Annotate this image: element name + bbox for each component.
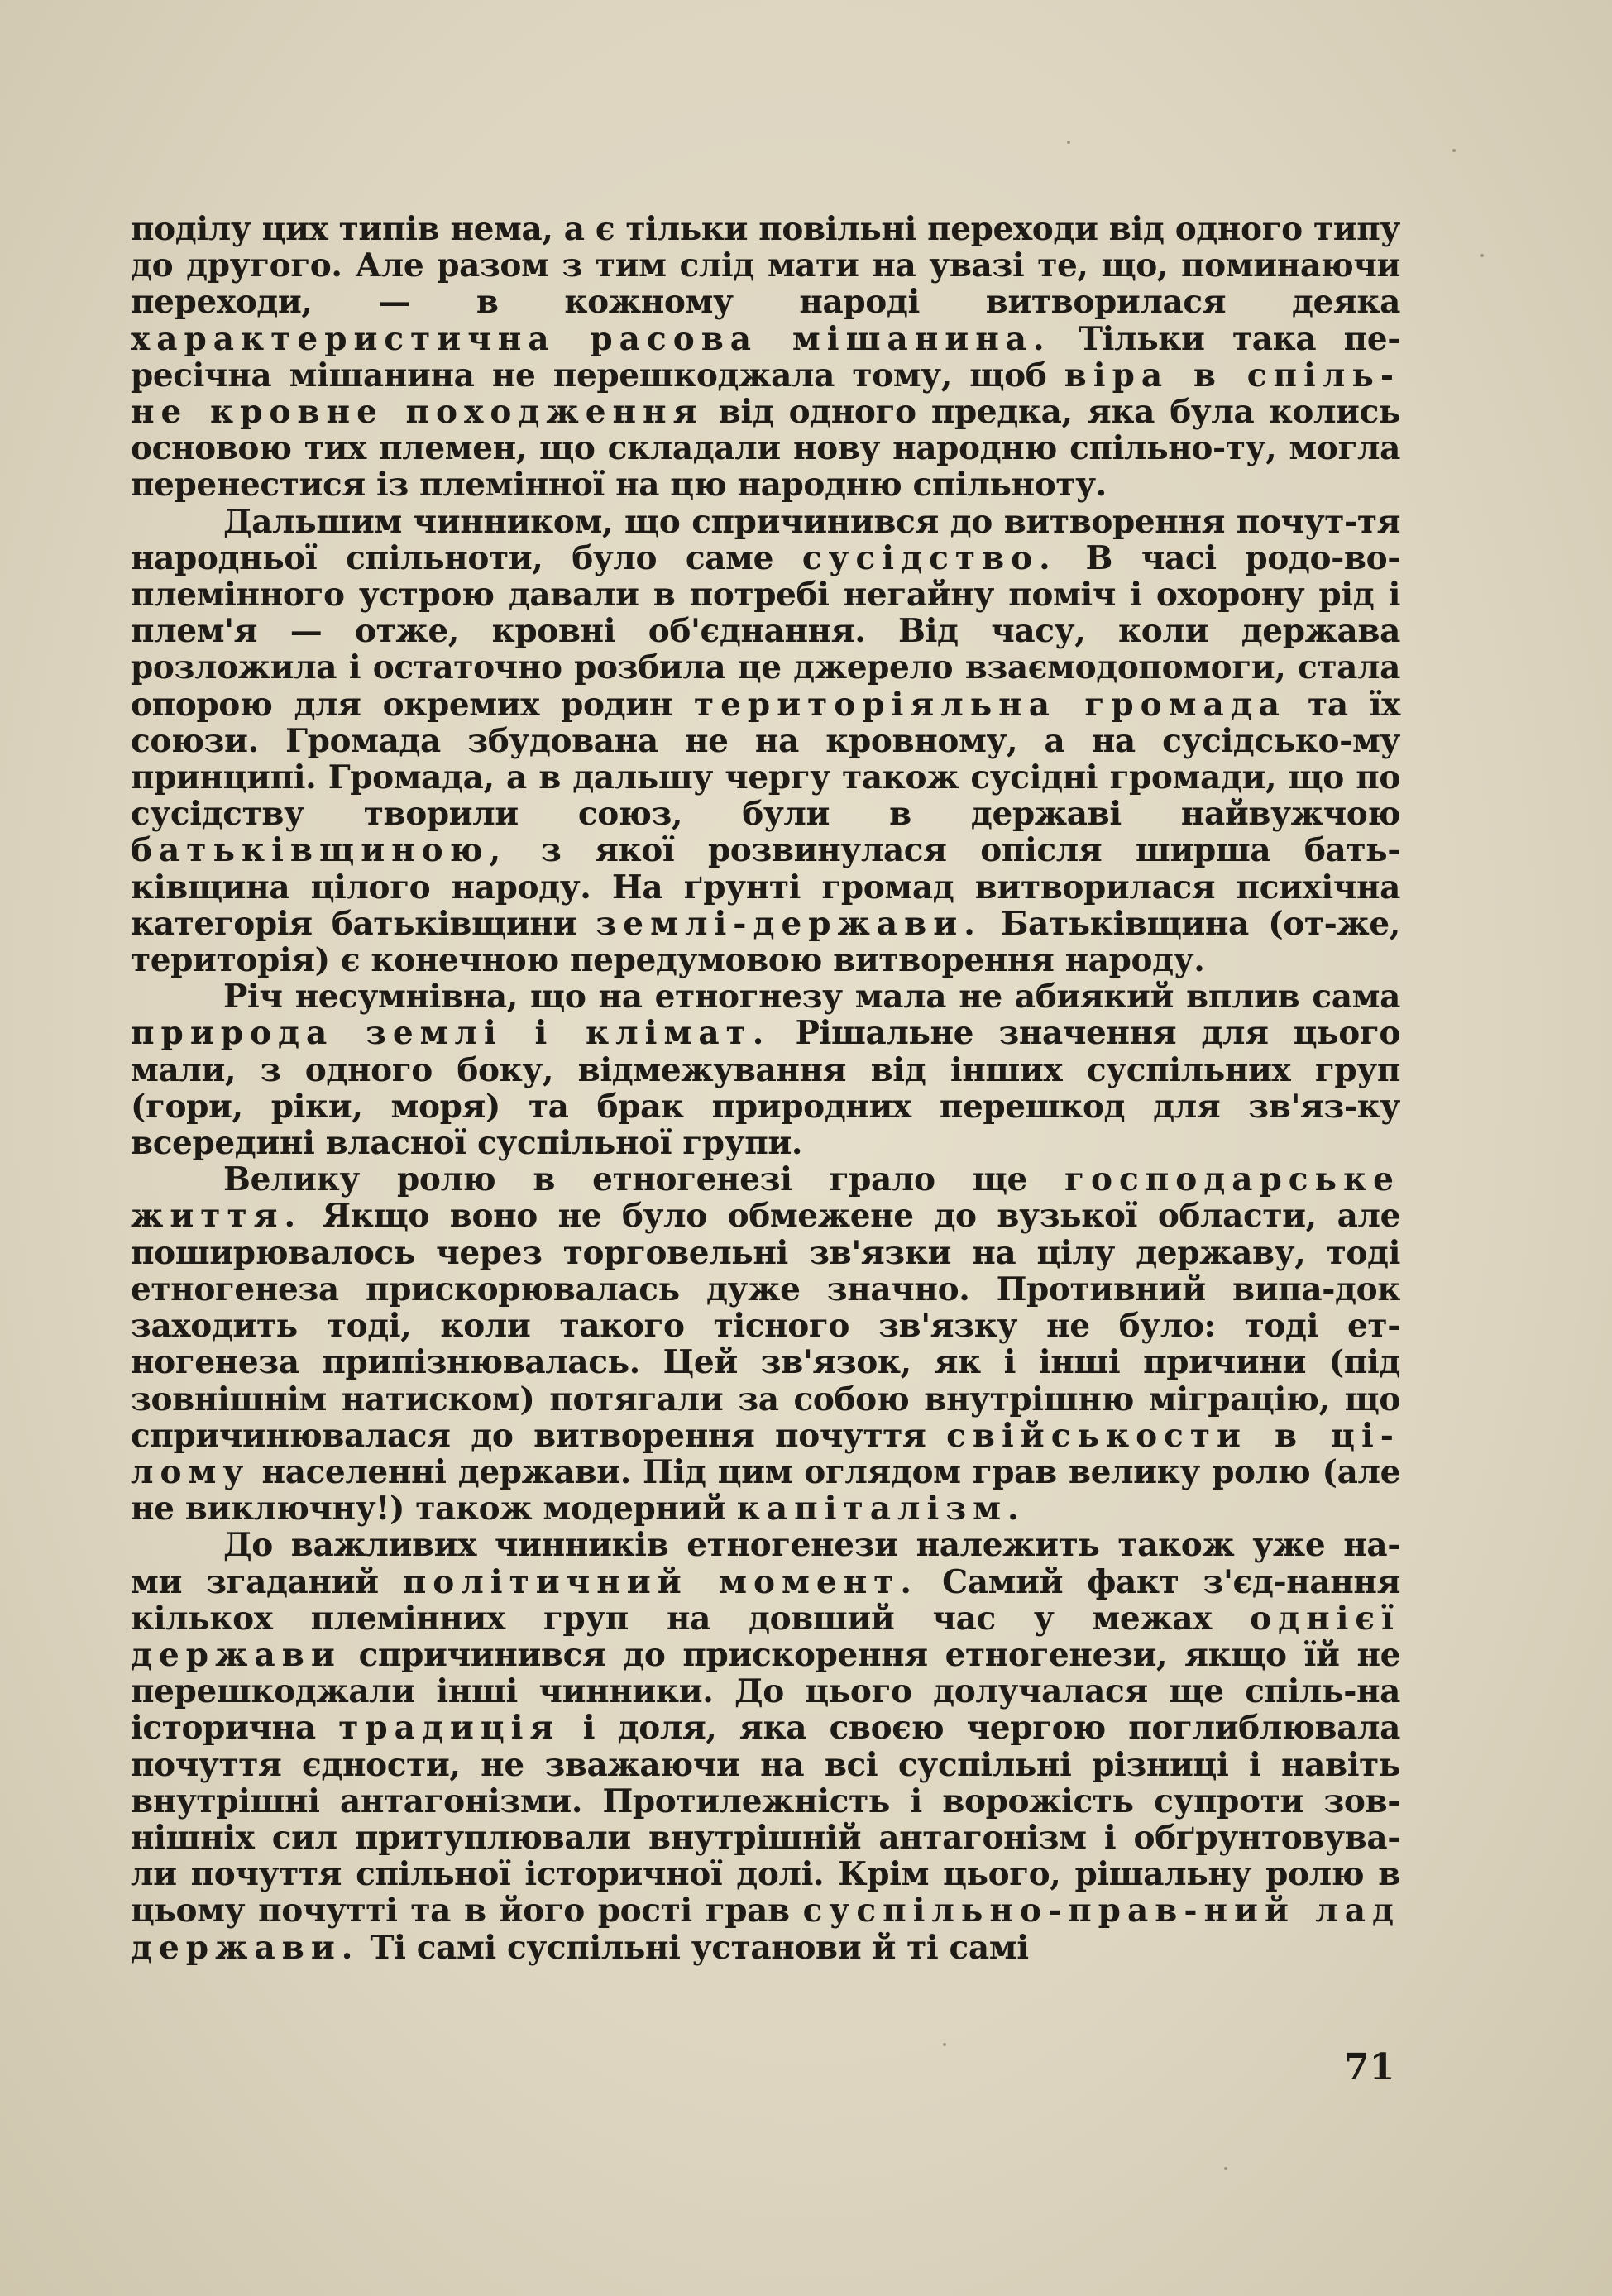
spaced-emphasis-text: батьківщиною, [131,831,508,870]
text-run: від одного предка, яка була колись основою тих племен, що складали нову народню спільно-ту, могла перенестися із племінної на цю народню спільноту. [131,393,1400,505]
page-number: 71 [1344,2046,1395,2088]
body-text [131,211,1400,1966]
text-run: Рішальне значення для цього мали, з одного боку, відмежування від інших суспільних груп (гори, ріки, моря) та брак природних перешкод для зв'яз-ку всередині власної суспільної групи. [131,1014,1400,1163]
text-run: Самий факт з'єд-нання кількох племінних груп на довший час у межах [131,1562,1400,1638]
spaced-emphasis-text: капіталізм. [736,1490,1026,1528]
spaced-emphasis-text: віра в спіль-не кровне походження [131,356,1401,432]
spaced-emphasis-text: природа землі і клімат. [131,1014,771,1053]
text-run: з якої розвинулася опісля ширша бать-ківщина цілого народу. На ґрунті громад витворилася психічна категорія батьківщини [131,831,1400,943]
text-run: Батьківщина (от-же, територія) є конечною передумовою витворення народу. [131,904,1400,980]
spaced-emphasis-text: традиція [338,1709,561,1748]
paragraph [131,1161,1400,1527]
text-run: Дальшим чинником, що спричинився до витворення почут-тя народньої спільноти, було саме [131,502,1400,577]
paper-speck [943,2043,946,2046]
spaced-emphasis-text: свійськости в ці-лому [131,1416,1400,1491]
spaced-emphasis-text: суспільно-прав-ний лад держави. [131,1892,1401,1967]
paper-speck [1452,149,1456,152]
paragraph [131,211,1400,504]
spaced-emphasis-text: землі-держави. [596,904,982,943]
paper-speck [1480,254,1484,257]
text-run: спричинився до прискорення етногенези, якщо їй не перешкоджали інші чинники. До цього долучалася ще спіль-на історична [131,1635,1400,1748]
text-run: та їх союзи. Громада збудована не на кровному, а на сусідсько-му принципі. Громада, а в дальшу чергу також сусідні громади, що по сусідству творили союз, були в державі найвужчою [131,685,1400,834]
spaced-emphasis-text: сусідство. [801,538,1057,577]
paragraph [131,1527,1400,1965]
text-run: поділу цих типів нема, а є тільки повільні переходи від одного типу до другого. Але разом з тим слід мати на увазі те, що, поминаючи переходи, — в кожному народі витворилася деяка [131,210,1400,322]
text-run: В часі родо-во-племінного устрою давали в потребі негайну поміч і охорону рід і плем'я — отже, кровні об'єднання. Від часу, коли держава розложила і остаточно розбила це джерело взаємодопомоги, стала опорою для окремих родин [131,538,1400,724]
text-run: Якщо воно не було обмежене до вузької области, але поширювалось через торговельні зв'язки на цілу державу, тоді етногенеза прискорювалась дуже значно. Противний випа-док заходить тоді, коли такого тісного зв'язку не було: тоді ет-ногенеза припізнювалась. Цей зв'язок, як і інші причини (під зовнішнім натиском) потягали за собою внутрішню міграцію, що спричинювалася до витворення почуття [131,1197,1400,1455]
spaced-emphasis-text: політичний момент. [402,1562,918,1601]
spaced-emphasis-text: характеристична расова мішанина. [131,319,1051,358]
paper-speck [1224,2167,1227,2170]
text-run: Річ несумнівна, що на етногнезу мала не абиякий вплив сама [223,978,1400,1016]
paragraph [131,978,1400,1161]
paragraph [131,504,1400,979]
text-run: До важливих чинників етногенези належить також уже на-ми згаданий [131,1526,1400,1601]
text-run: Велику ролю в етногенезі грало ще [223,1160,1065,1199]
paper-speck [1067,141,1070,144]
text-run: Тільки така пе-ресічна мішанина не перешкоджала тому, щоб [131,319,1400,395]
text-run: і доля, яка своєю чергою поглиблювала почуття єдности, не зважаючи на всі суспільні різниці і навіть внутрішні антагонізми. Протилежність і ворожість супроти зов-нішніх сил притуплювали внутрішній антагонізм і обґрунтовува-ли почуття спільної історичної долі. Крім цього, рішальну ролю в цьому почутті та в його рості грав [131,1709,1400,1930]
spaced-emphasis-text: господарське життя. [131,1160,1400,1236]
spaced-emphasis-text: однієї держави [131,1599,1400,1674]
text-run: Ті самі суспільні установи й ті самі [359,1928,1029,1967]
spaced-emphasis-text: територіяльна громада [693,685,1287,724]
text-run: населенні держави. Під цим оглядом грав велику ролю (але не виключну!) також модерний [131,1452,1400,1528]
